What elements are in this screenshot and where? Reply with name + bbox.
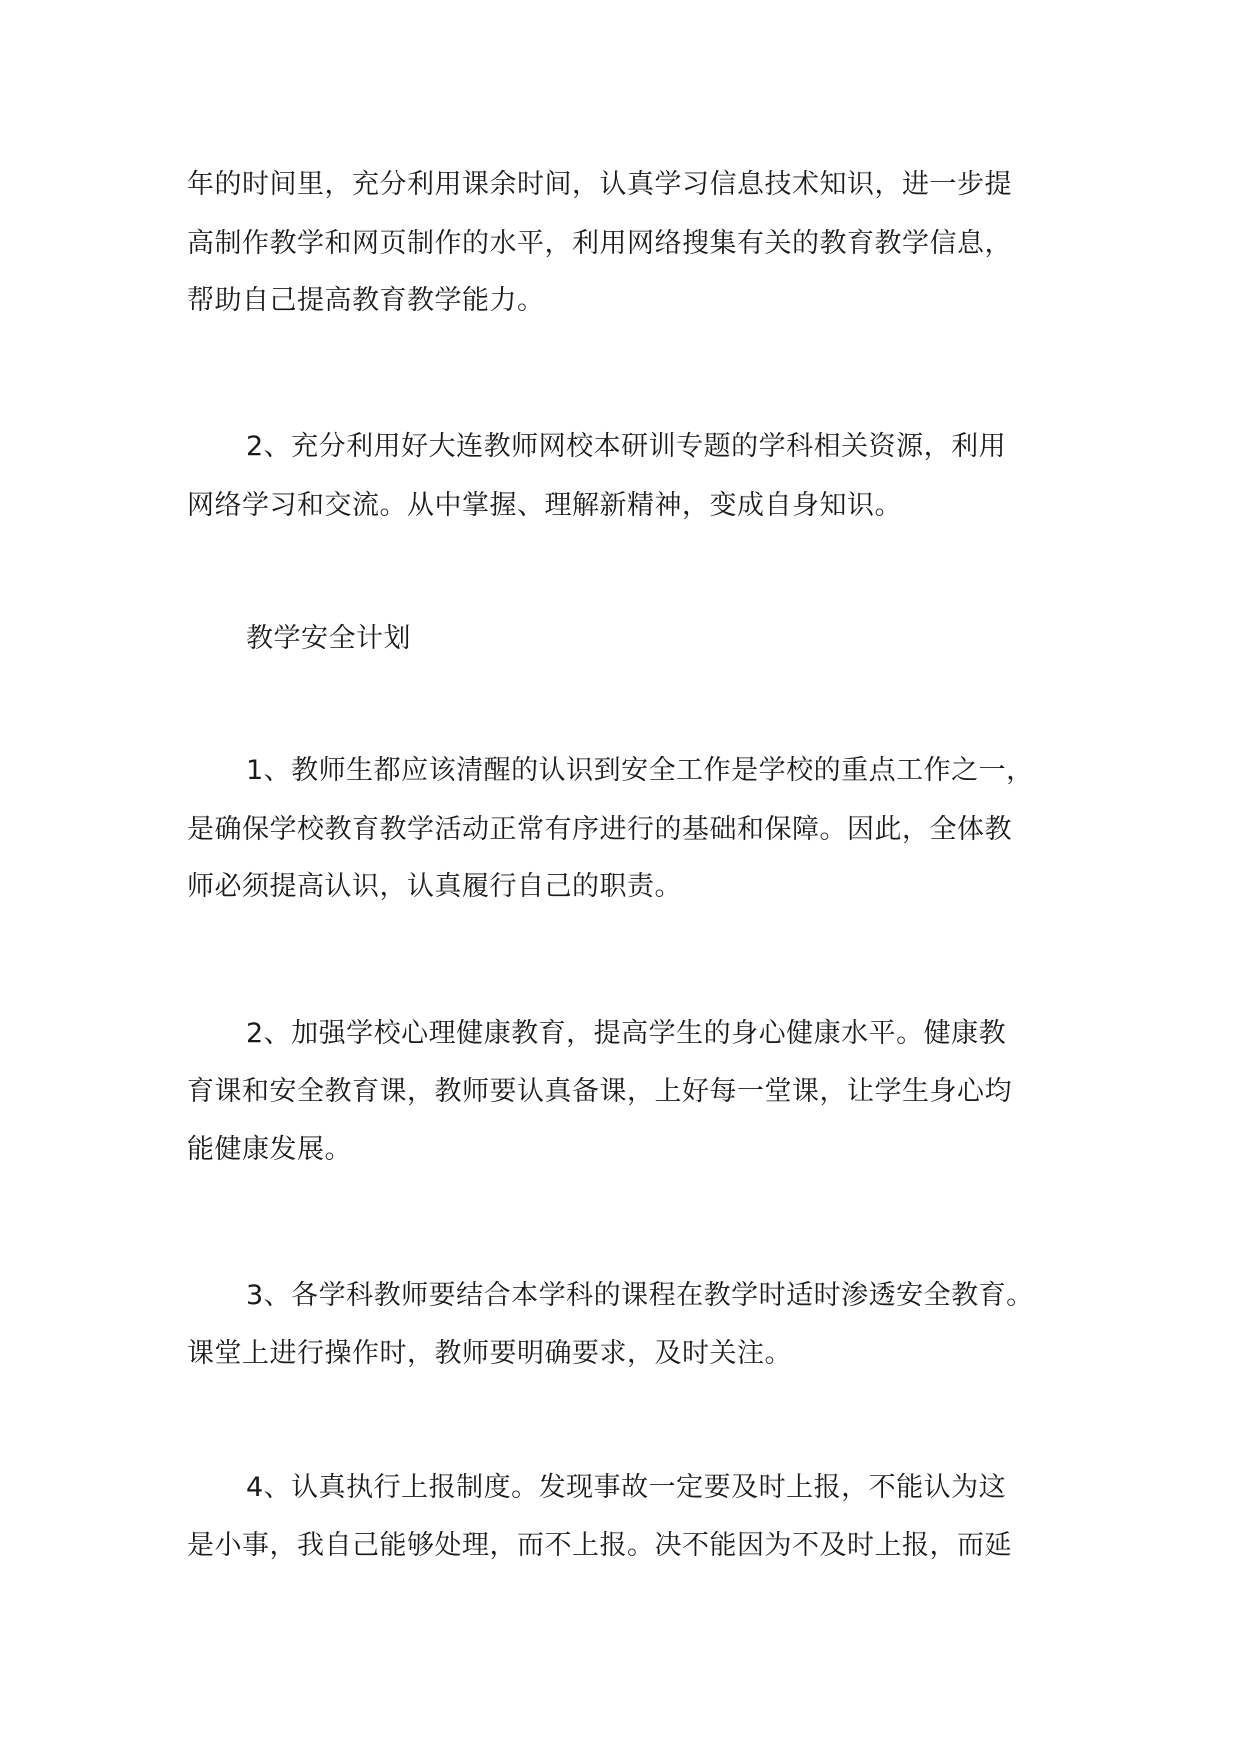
paragraph-line: 师必须提高认识，认真履行自己的职责。	[187, 871, 682, 902]
paragraph-line: 能健康发展。	[187, 1134, 352, 1165]
paragraph-line: 课堂上进行操作时，教师要明确要求，及时关注。	[187, 1338, 792, 1369]
paragraph-line: 网络学习和交流。从中掌握、理解新精神，变成自身知识。	[187, 490, 902, 521]
paragraph-line: 3、各学科教师要结合本学科的课程在教学时适时渗透安全教育。	[246, 1280, 1034, 1311]
paragraph-line: 是小事，我自己能够处理，而不上报。决不能因为不及时上报，而延	[187, 1530, 1012, 1561]
paragraph-line: 育课和安全教育课，教师要认真备课，上好每一堂课，让学生身心均	[187, 1076, 1012, 1107]
paragraph-line: 年的时间里，充分利用课余时间，认真学习信息技术知识，进一步提	[187, 169, 1012, 200]
paragraph-line: 2、加强学校心理健康教育，提高学生的身心健康水平。健康教	[246, 1018, 1007, 1049]
paragraph-line: 高制作教学和网页制作的水平，利用网络搜集有关的教育教学信息，	[187, 228, 1012, 259]
paragraph-line: 帮助自己提高教育教学能力。	[187, 285, 545, 316]
paragraph-line: 4、认真执行上报制度。发现事故一定要及时上报，不能认为这	[246, 1472, 1007, 1503]
paragraph-line: 是确保学校教育教学活动正常有序进行的基础和保障。因此，全体教	[187, 814, 1012, 845]
section-heading: 教学安全计划	[246, 623, 411, 654]
paragraph-line: 1、教师生都应该清醒的认识到安全工作是学校的重点工作之一，	[246, 755, 1034, 786]
paragraph-line: 2、充分利用好大连教师网校本研训专题的学科相关资源，利用	[246, 431, 1007, 462]
